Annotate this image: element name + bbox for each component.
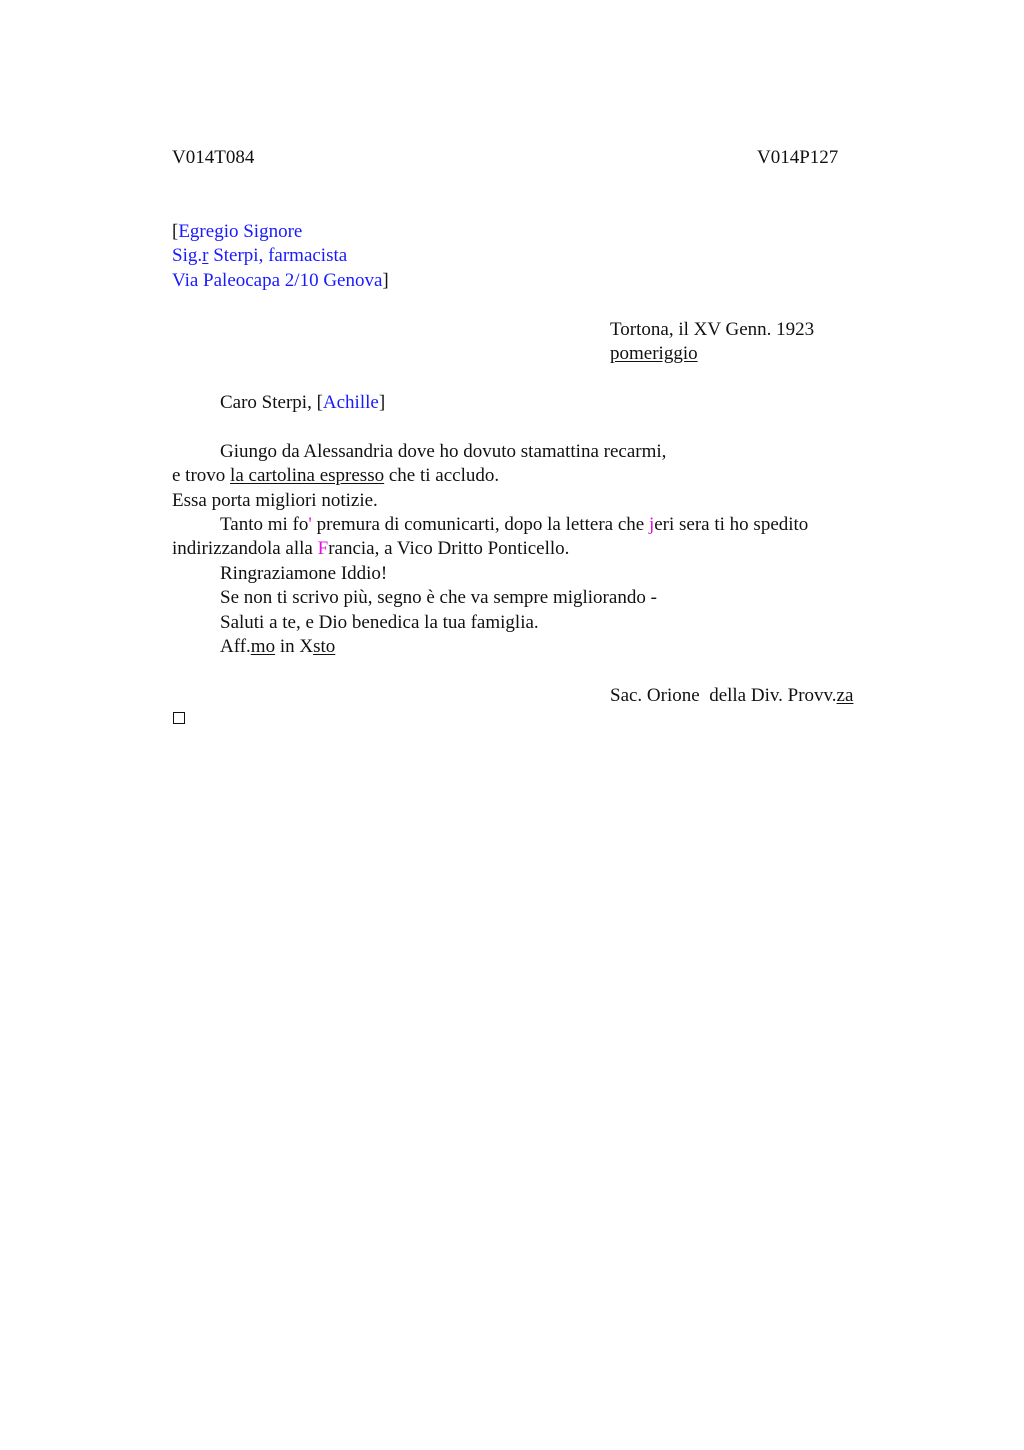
- body-line: indirizzandola alla Francia, a Vico Dritto Ponticello.: [172, 538, 570, 559]
- salutation: Caro Sterpi, [Achille]: [220, 392, 386, 413]
- body-line: Ringraziamone Iddio!: [220, 563, 388, 584]
- signature: Sac. Orione della Div. Provv.za: [610, 685, 854, 706]
- body-line: Tanto mi fo' premura di comunicarti, dopo la lettera che jeri sera ti ho spedito: [220, 514, 809, 535]
- body-line: Essa porta migliori notizie.: [172, 490, 378, 511]
- bracket-open: [: [172, 221, 179, 242]
- address-salutation: Egregio Signore: [178, 221, 303, 242]
- body-line: Se non ti scrivo più, segno è che va sempre migliorando -: [220, 587, 657, 608]
- address-line-1: [172, 220, 302, 244]
- document-code-right: V014P127: [757, 147, 839, 168]
- recipient-name: Achille: [322, 392, 379, 413]
- body-line: Saluti a te, e Dio benedica la tua famiglia.: [220, 612, 539, 633]
- address-line-3: [172, 269, 389, 293]
- date-place: Tortona, il XV Genn. 1923: [610, 319, 815, 340]
- address-line-2: Sig.r Sterpi, farmacista: [172, 245, 348, 266]
- address-street: Via Paleocapa 2/10 Genova: [172, 270, 383, 291]
- body-line: e trovo la cartolina espresso che ti accludo.: [172, 465, 500, 486]
- document-code-left: V014T084: [172, 147, 255, 168]
- body-line: Giungo da Alessandria dove ho dovuto stamattina recarmi,: [220, 441, 667, 462]
- closing-line: Aff.mo in Xsto: [220, 636, 336, 657]
- checkbox-icon: [173, 712, 185, 724]
- bracket-close: ]: [382, 270, 389, 291]
- date-time: pomeriggio: [610, 343, 698, 364]
